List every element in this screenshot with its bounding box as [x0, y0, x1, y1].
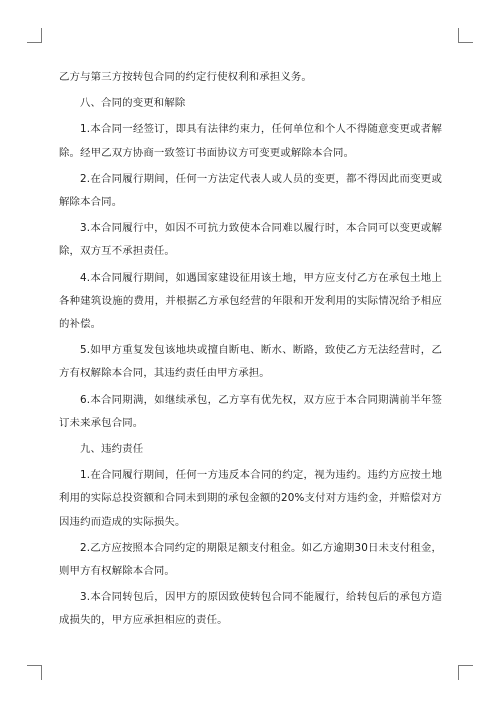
- clause-8-2: 2.在合同履行期间，任何一方法定代表人或人员的变更，都不得因此而变更或解除本合同。: [59, 172, 442, 209]
- section-heading-liability: 九、违约责任: [80, 443, 144, 456]
- clause-9-2: 2.乙方应按照本合同约定的期限足额支付租金。如乙方逾期30日未支付租金，则甲方有权解除本合同。: [59, 541, 442, 578]
- crop-mark-bottom-left: [27, 665, 42, 680]
- clause-8-6: 6.本合同期满，如继续承包，乙方享有优先权，双方应于本合同期满前半年签订未来承包合同。: [59, 393, 442, 429]
- clause-8-4: 4.本合同履行期间，如遇国家建设征用该土地，甲方应支付乙方在承包土地上各种建筑设施的费用，并根据乙方承包经营的年限和开发利用的实际情况给予相应的补偿。: [59, 271, 442, 331]
- continuation-paragraph: 乙方与第三方按转包合同的约定行使权利和承担义务。: [59, 71, 312, 83]
- section-heading-changes: 八、合同的变更和解除: [80, 97, 186, 110]
- clause-8-3: 3.本合同履行中，如因不可抗力致使本合同难以履行时，本合同可以变更或解除，双方互不承担责任。: [59, 222, 442, 258]
- document-body: [59, 66, 442, 633]
- clause-8-5: 5.如甲方重复发包该地块或擅自断电、断水、断路，致使乙方无法经营时，乙方有权解除本合同，其违约责任由甲方承担。: [59, 344, 442, 380]
- clause-8-1: 1.本合同一经签订，即具有法律约束力，任何单位和个人不得随意变更或者解除。经甲乙双方协商一致签订书面协议方可变更或解除本合同。: [59, 123, 442, 159]
- clause-9-1: 1.在合同履行期间，任何一方违反本合同的约定，视为违约。违约方应按土地利用的实际总投资额和合同未到期的承包金额的20%支付对方违约金，并赔偿对方因违约而造成的实际损失。: [59, 469, 442, 528]
- crop-mark-top-left: [27, 28, 42, 43]
- clause-9-3: 3.本合同转包后，因甲方的原因致使转包合同不能履行，给转包后的承包方造成损失的，甲方应承担相应的责任。: [59, 591, 442, 627]
- crop-mark-bottom-right: [458, 665, 473, 680]
- crop-mark-top-right: [458, 28, 473, 43]
